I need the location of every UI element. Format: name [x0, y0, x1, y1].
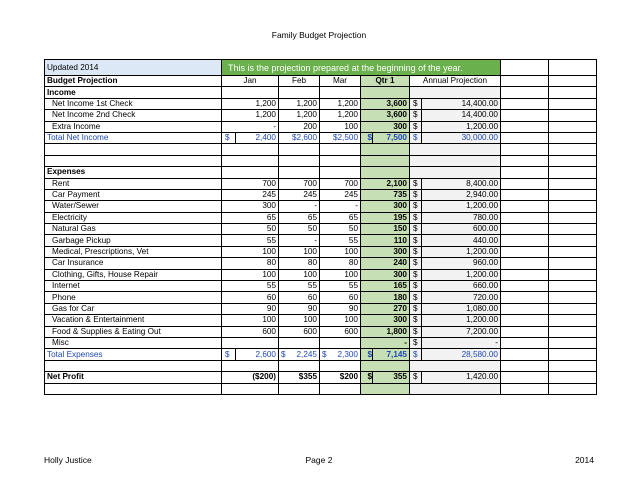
feb-value[interactable]: 55	[279, 281, 320, 292]
empty-cell[interactable]	[501, 360, 549, 371]
table-row	[45, 326, 597, 337]
annual-currency[interactable]: $	[410, 189, 422, 200]
row-label[interactable]: Food & Supplies & Eating Out	[45, 326, 222, 337]
qtr-value[interactable]: 300	[361, 315, 410, 326]
annual-value[interactable]: 1,080.00	[422, 303, 501, 314]
feb-value[interactable]: -	[279, 235, 320, 246]
annual-value[interactable]: 8,400.00	[422, 178, 501, 189]
row-label[interactable]: Extra Income	[45, 121, 222, 132]
empty-cell[interactable]	[549, 189, 597, 200]
row-label[interactable]: Garbage Pickup	[45, 235, 222, 246]
qtr-value[interactable]: 195	[361, 212, 410, 223]
empty-cell[interactable]	[549, 349, 597, 360]
empty-cell[interactable]	[501, 189, 549, 200]
empty-cell[interactable]	[501, 235, 549, 246]
empty-cell[interactable]	[320, 144, 361, 155]
empty-cell[interactable]	[501, 337, 549, 348]
annual-value[interactable]: 720.00	[422, 292, 501, 303]
mar-value[interactable]: 60	[320, 292, 361, 303]
jan-value[interactable]: ($200)	[222, 372, 279, 383]
net-profit-label[interactable]: Net Profit	[45, 372, 222, 383]
empty-cell[interactable]	[501, 144, 549, 155]
jan-value[interactable]: 60	[222, 292, 279, 303]
table-row	[45, 269, 597, 280]
jan-value[interactable]: 300	[222, 201, 279, 212]
empty-cell[interactable]	[222, 144, 279, 155]
table-row	[45, 281, 597, 292]
annual-currency[interactable]: $	[410, 258, 422, 269]
qtr-value[interactable]: -	[361, 337, 410, 348]
annual-currency[interactable]: $	[410, 372, 422, 383]
row-label[interactable]: Phone	[45, 292, 222, 303]
annual-value[interactable]: 960.00	[422, 258, 501, 269]
empty-cell[interactable]	[361, 167, 410, 178]
empty-cell[interactable]	[361, 360, 410, 371]
empty-cell[interactable]	[549, 337, 597, 348]
annual-value[interactable]: 1,200.00	[422, 201, 501, 212]
jan-value[interactable]: -	[222, 121, 279, 132]
empty-cell[interactable]	[549, 246, 597, 257]
empty-cell[interactable]	[410, 144, 501, 155]
empty-cell[interactable]	[501, 132, 549, 143]
empty-cell[interactable]	[549, 98, 597, 109]
qtr-value[interactable]: 110	[361, 235, 410, 246]
annual-currency[interactable]: $	[410, 235, 422, 246]
feb-value[interactable]: 100	[279, 269, 320, 280]
empty-cell[interactable]	[320, 87, 361, 98]
qtr-value[interactable]: 3,600	[361, 98, 410, 109]
blank-row	[45, 383, 597, 394]
jan-value[interactable]: 55	[222, 281, 279, 292]
empty-cell[interactable]	[549, 144, 597, 155]
row-label[interactable]: Car Insurance	[45, 258, 222, 269]
row-label[interactable]: Rent	[45, 178, 222, 189]
empty-cell[interactable]	[320, 360, 361, 371]
annual-currency[interactable]: $	[410, 337, 422, 348]
jan-currency[interactable]: $	[222, 349, 236, 360]
mar-value[interactable]: 245	[320, 189, 361, 200]
empty-cell[interactable]	[45, 144, 222, 155]
blank-row	[45, 155, 597, 166]
row-label[interactable]: Electricity	[45, 212, 222, 223]
qtr-value[interactable]: 735	[361, 189, 410, 200]
annual-currency[interactable]: $	[410, 110, 422, 121]
empty-cell[interactable]	[279, 144, 320, 155]
empty-cell[interactable]	[549, 281, 597, 292]
feb-value[interactable]: 65	[279, 212, 320, 223]
empty-cell[interactable]	[501, 269, 549, 280]
feb-value[interactable]: 80	[279, 258, 320, 269]
table-row	[45, 121, 597, 132]
row-label[interactable]: Water/Sewer	[45, 201, 222, 212]
empty-cell[interactable]	[501, 224, 549, 235]
empty-cell[interactable]	[222, 167, 279, 178]
empty-cell[interactable]	[549, 155, 597, 166]
empty-cell[interactable]	[361, 87, 410, 98]
footer-author: Holly Justice	[44, 455, 92, 465]
qtr-value[interactable]: 355	[373, 372, 410, 383]
income-heading[interactable]: Income	[45, 87, 222, 98]
feb-value[interactable]	[279, 337, 320, 348]
column-header-jan[interactable]: Jan	[222, 76, 279, 87]
feb-value[interactable]: 100	[279, 246, 320, 257]
empty-cell[interactable]	[501, 349, 549, 360]
table-row	[45, 315, 597, 326]
annual-value[interactable]: 1,200.00	[422, 315, 501, 326]
empty-cell[interactable]	[549, 292, 597, 303]
total-income-row	[45, 132, 597, 143]
mar-value[interactable]: $2,500	[320, 132, 361, 143]
mar-value[interactable]: 100	[320, 121, 361, 132]
empty-cell[interactable]	[549, 315, 597, 326]
empty-cell[interactable]	[361, 144, 410, 155]
column-header-qtr[interactable]: Qtr 1	[361, 76, 410, 87]
empty-cell[interactable]	[501, 76, 549, 87]
empty-cell[interactable]	[501, 281, 549, 292]
empty-cell[interactable]	[320, 383, 361, 394]
feb-value[interactable]: 700	[279, 178, 320, 189]
mar-value[interactable]: 600	[320, 326, 361, 337]
mar-value[interactable]: 700	[320, 178, 361, 189]
empty-cell[interactable]	[45, 155, 222, 166]
empty-cell[interactable]	[549, 201, 597, 212]
table-row	[45, 178, 597, 189]
annual-value[interactable]: 7,200.00	[422, 326, 501, 337]
empty-cell[interactable]	[410, 167, 501, 178]
annual-currency[interactable]: $	[410, 349, 422, 360]
jan-currency[interactable]: $	[222, 132, 236, 143]
empty-cell[interactable]	[320, 167, 361, 178]
jan-value[interactable]: 100	[222, 246, 279, 257]
empty-cell[interactable]	[410, 360, 501, 371]
empty-cell[interactable]	[549, 235, 597, 246]
empty-cell[interactable]	[501, 383, 549, 394]
table-row	[45, 201, 597, 212]
table-row	[45, 246, 597, 257]
row-label[interactable]: Natural Gas	[45, 224, 222, 235]
empty-cell[interactable]	[361, 383, 410, 394]
mar-value[interactable]: 55	[320, 235, 361, 246]
row-label[interactable]: Clothing, Gifts, House Repair	[45, 269, 222, 280]
annual-currency[interactable]: $	[410, 224, 422, 235]
feb-value[interactable]: 50	[279, 224, 320, 235]
empty-cell[interactable]	[279, 383, 320, 394]
projection-banner[interactable]: This is the projection prepared at the beginning of the year.	[222, 60, 501, 76]
updated-label[interactable]: Updated 2014	[45, 60, 222, 76]
column-header-row	[45, 76, 597, 87]
qtr-currency[interactable]: $	[361, 372, 373, 383]
table-row	[45, 212, 597, 223]
mar-value[interactable]	[320, 337, 361, 348]
column-header-annual[interactable]: Annual Projection	[410, 76, 501, 87]
qtr-value[interactable]: 300	[361, 269, 410, 280]
table-row	[45, 224, 597, 235]
empty-cell[interactable]	[222, 383, 279, 394]
feb-value[interactable]: $355	[279, 372, 320, 383]
empty-cell[interactable]	[501, 121, 549, 132]
mar-value[interactable]: 90	[320, 303, 361, 314]
empty-cell[interactable]	[501, 110, 549, 121]
empty-cell[interactable]	[410, 383, 501, 394]
feb-value[interactable]: 60	[279, 292, 320, 303]
empty-cell[interactable]	[501, 155, 549, 166]
qtr-value[interactable]: 150	[361, 224, 410, 235]
annual-currency[interactable]: $	[410, 292, 422, 303]
annual-value[interactable]: 1,200.00	[422, 246, 501, 257]
empty-cell[interactable]	[549, 269, 597, 280]
total-expenses-row	[45, 349, 597, 360]
annual-value[interactable]: 2,940.00	[422, 189, 501, 200]
row-label[interactable]: Car Payment	[45, 189, 222, 200]
feb-value[interactable]: 600	[279, 326, 320, 337]
feb-value[interactable]: 1,200	[279, 98, 320, 109]
qtr-value[interactable]: 300	[361, 246, 410, 257]
net-profit-row	[45, 372, 597, 383]
empty-cell[interactable]	[222, 360, 279, 371]
annual-currency[interactable]: $	[410, 326, 422, 337]
row-label[interactable]: Misc	[45, 337, 222, 348]
empty-cell[interactable]	[549, 224, 597, 235]
mar-value[interactable]: 50	[320, 224, 361, 235]
annual-value[interactable]: 30,000.00	[422, 132, 501, 143]
row-label[interactable]: Net Income 1st Check	[45, 98, 222, 109]
empty-cell[interactable]	[45, 383, 222, 394]
empty-cell[interactable]	[549, 60, 597, 76]
feb-value[interactable]: 245	[279, 189, 320, 200]
jan-value[interactable]: 1,200	[222, 110, 279, 121]
row-label[interactable]: Internet	[45, 281, 222, 292]
feb-amount: 2,245	[296, 349, 317, 359]
table-row	[45, 292, 597, 303]
feb-currency: $	[281, 349, 286, 359]
empty-cell[interactable]	[501, 258, 549, 269]
mar-currency: $	[322, 349, 327, 359]
blank-row	[45, 144, 597, 155]
qtr-value[interactable]: 2,100	[361, 178, 410, 189]
empty-cell[interactable]	[279, 360, 320, 371]
empty-cell[interactable]	[279, 167, 320, 178]
empty-cell[interactable]	[549, 360, 597, 371]
footer-page-number: Page 2	[305, 455, 333, 465]
empty-cell[interactable]	[501, 372, 549, 383]
annual-currency[interactable]: $	[410, 121, 422, 132]
annual-currency[interactable]: $	[410, 281, 422, 292]
jan-value[interactable]: 50	[222, 224, 279, 235]
mar-value[interactable]: 100	[320, 269, 361, 280]
annual-currency[interactable]: $	[410, 98, 422, 109]
annual-currency[interactable]: $	[410, 303, 422, 314]
annual-value[interactable]: 14,400.00	[422, 110, 501, 121]
jan-value[interactable]: 2,400	[236, 132, 279, 143]
qtr-value[interactable]: 3,600	[361, 110, 410, 121]
expenses-heading-row	[45, 167, 597, 178]
jan-value[interactable]: 100	[222, 269, 279, 280]
feb-value[interactable]: $2,600	[279, 132, 320, 143]
empty-cell[interactable]	[549, 303, 597, 314]
mar-value[interactable]: 80	[320, 258, 361, 269]
table-row	[45, 337, 597, 348]
empty-cell[interactable]	[501, 292, 549, 303]
jan-value[interactable]: 2,600	[236, 349, 279, 360]
qtr-value[interactable]: 180	[361, 292, 410, 303]
feb-value[interactable]: -	[279, 201, 320, 212]
qtr-value[interactable]: 7,500	[373, 132, 410, 143]
empty-cell[interactable]	[549, 132, 597, 143]
empty-cell[interactable]	[549, 258, 597, 269]
jan-value[interactable]: 1,200	[222, 98, 279, 109]
total-label[interactable]: Total Net Income	[45, 132, 222, 143]
empty-cell[interactable]	[549, 178, 597, 189]
annual-value[interactable]: 14,400.00	[422, 98, 501, 109]
table-row	[45, 235, 597, 246]
annual-value[interactable]: 600.00	[422, 224, 501, 235]
row-label[interactable]: Gas for Car	[45, 303, 222, 314]
annual-value[interactable]: 1,200.00	[422, 269, 501, 280]
empty-cell[interactable]	[501, 315, 549, 326]
annual-currency[interactable]: $	[410, 178, 422, 189]
empty-cell[interactable]	[501, 87, 549, 98]
jan-value[interactable]: 600	[222, 326, 279, 337]
annual-currency[interactable]: $	[410, 269, 422, 280]
feb-value[interactable]: 90	[279, 303, 320, 314]
annual-value[interactable]: 440.00	[422, 235, 501, 246]
empty-cell[interactable]	[222, 155, 279, 166]
column-header-feb[interactable]: Feb	[279, 76, 320, 87]
annual-currency[interactable]: $	[410, 246, 422, 257]
mar-value[interactable]: $200	[320, 372, 361, 383]
qtr-value[interactable]: 1,800	[361, 326, 410, 337]
empty-cell[interactable]	[549, 326, 597, 337]
jan-value[interactable]	[222, 337, 279, 348]
row-label[interactable]: Vacation & Entertainment	[45, 315, 222, 326]
annual-value[interactable]: 660.00	[422, 281, 501, 292]
table-row	[45, 303, 597, 314]
empty-cell[interactable]	[501, 303, 549, 314]
qtr-value[interactable]: 300	[361, 121, 410, 132]
qtr-value[interactable]: 300	[361, 201, 410, 212]
empty-cell[interactable]	[549, 372, 597, 383]
table-row	[45, 110, 597, 121]
annual-currency[interactable]: $	[410, 212, 422, 223]
empty-cell[interactable]	[501, 212, 549, 223]
annual-value[interactable]: -	[422, 337, 501, 348]
empty-cell[interactable]	[501, 326, 549, 337]
qtr-currency[interactable]: $	[361, 132, 373, 143]
empty-cell[interactable]	[320, 155, 361, 166]
mar-value[interactable]: -	[320, 201, 361, 212]
jan-value[interactable]: 55	[222, 235, 279, 246]
mar-value[interactable]: 65	[320, 212, 361, 223]
blank-row	[45, 360, 597, 371]
empty-cell[interactable]	[501, 60, 549, 76]
mar-amount: 2,300	[337, 349, 358, 359]
empty-cell[interactable]	[410, 87, 501, 98]
table-row	[45, 258, 597, 269]
empty-cell[interactable]	[501, 201, 549, 212]
annual-value[interactable]: 780.00	[422, 212, 501, 223]
empty-cell[interactable]	[501, 178, 549, 189]
mar-value[interactable]: 1,200	[320, 98, 361, 109]
annual-currency[interactable]: $	[410, 201, 422, 212]
empty-cell[interactable]	[222, 87, 279, 98]
empty-cell[interactable]	[501, 98, 549, 109]
empty-cell[interactable]	[549, 110, 597, 121]
annual-currency[interactable]: $	[410, 132, 422, 143]
empty-cell[interactable]	[549, 383, 597, 394]
feb-value[interactable]: 200	[279, 121, 320, 132]
annual-value[interactable]: 1,200.00	[422, 121, 501, 132]
annual-value[interactable]: 28,580.00	[422, 349, 501, 360]
qtr-currency[interactable]: $	[361, 349, 373, 360]
empty-cell[interactable]	[501, 246, 549, 257]
row-label[interactable]: Medical, Prescriptions, Vet	[45, 246, 222, 257]
jan-value[interactable]: 100	[222, 315, 279, 326]
empty-cell[interactable]	[549, 167, 597, 178]
empty-cell[interactable]	[279, 87, 320, 98]
feb-value[interactable]	[279, 349, 320, 360]
annual-currency[interactable]: $	[410, 315, 422, 326]
mar-value[interactable]: 55	[320, 281, 361, 292]
empty-cell[interactable]	[549, 121, 597, 132]
budget-spreadsheet	[44, 59, 597, 395]
empty-cell[interactable]	[410, 155, 501, 166]
mar-value[interactable]: 100	[320, 246, 361, 257]
qtr-value[interactable]: 270	[361, 303, 410, 314]
feb-value[interactable]: 100	[279, 315, 320, 326]
row-label[interactable]: Net Income 2nd Check	[45, 110, 222, 121]
empty-cell[interactable]	[549, 212, 597, 223]
column-header-label[interactable]: Budget Projection	[45, 76, 222, 87]
jan-value[interactable]: 700	[222, 178, 279, 189]
empty-cell[interactable]	[279, 155, 320, 166]
jan-value[interactable]: 65	[222, 212, 279, 223]
table-row	[45, 98, 597, 109]
mar-value[interactable]	[320, 349, 361, 360]
income-heading-row	[45, 87, 597, 98]
expenses-heading[interactable]: Expenses	[45, 167, 222, 178]
empty-cell[interactable]	[45, 360, 222, 371]
total-label[interactable]: Total Expenses	[45, 349, 222, 360]
feb-value[interactable]: 1,200	[279, 110, 320, 121]
footer-year: 2014	[575, 455, 594, 465]
page-title: Family Budget Projection	[271, 30, 367, 40]
jan-value[interactable]: 90	[222, 303, 279, 314]
empty-cell[interactable]	[549, 76, 597, 87]
empty-cell[interactable]	[361, 155, 410, 166]
mar-value[interactable]: 1,200	[320, 110, 361, 121]
jan-value[interactable]: 245	[222, 189, 279, 200]
qtr-value[interactable]: 7,145	[373, 349, 410, 360]
empty-cell[interactable]	[501, 167, 549, 178]
empty-cell[interactable]	[549, 87, 597, 98]
column-header-mar[interactable]: Mar	[320, 76, 361, 87]
table-row	[45, 189, 597, 200]
annual-value[interactable]: 1,420.00	[422, 372, 501, 383]
qtr-value[interactable]: 165	[361, 281, 410, 292]
jan-value[interactable]: 80	[222, 258, 279, 269]
mar-value[interactable]: 100	[320, 315, 361, 326]
qtr-value[interactable]: 240	[361, 258, 410, 269]
